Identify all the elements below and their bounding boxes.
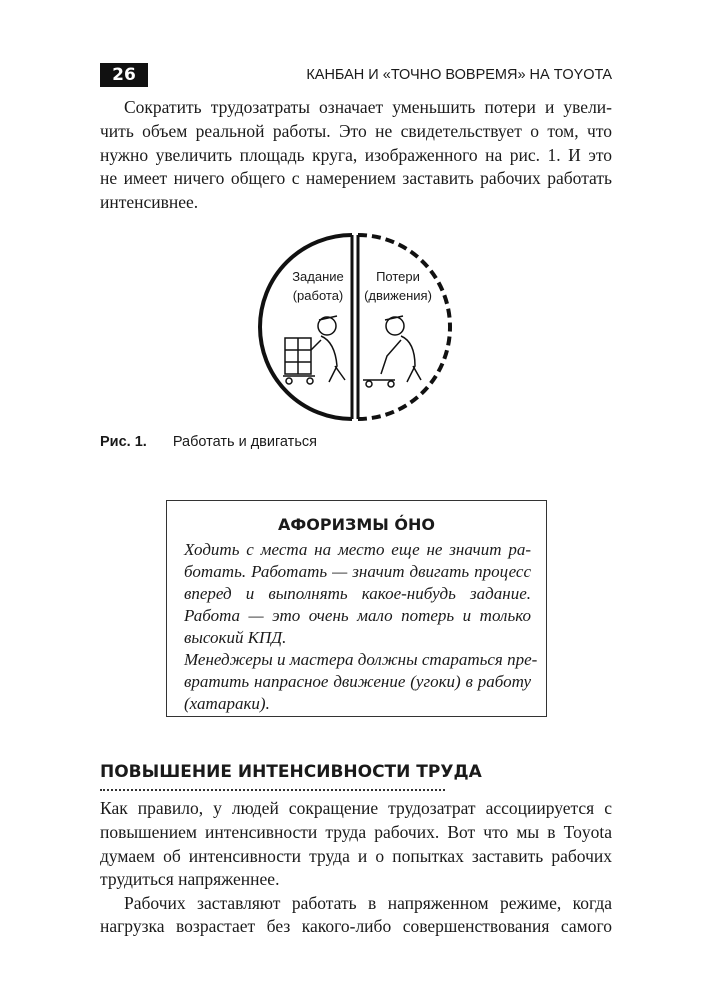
figure-caption xyxy=(100,434,317,450)
worker-pushing-cart-icon xyxy=(283,316,345,384)
caption-number: Рис. 1. xyxy=(100,434,147,450)
sidebar-line: Менеджеры и мастера должны стараться пре- xyxy=(184,650,538,669)
heading-dotted-rule xyxy=(100,789,445,791)
sidebar-line: высокий КПД. xyxy=(184,628,287,647)
figure-label-waste xyxy=(360,267,436,305)
body-line: Как правило, у людей сокращение трудозатрат ассоциируется с xyxy=(100,798,612,818)
sidebar-line: Ходить с места на место еще не значит ра- xyxy=(184,540,531,559)
page-number: 26 xyxy=(100,63,148,87)
body-line: не имеет ничего общего с намерением заставить рабочих работать xyxy=(100,168,612,188)
body-line: Рабочих заставляют работать в напряженном режиме, когда xyxy=(124,893,612,913)
section-heading: ПОВЫШЕНИЕ ИНТЕНСИВНОСТИ ТРУДА xyxy=(100,762,482,782)
label-line: (работа) xyxy=(292,288,344,303)
body-line: повышением интенсивности труда рабочих. Вот что мы в Toyota xyxy=(100,822,612,842)
caption-text: Работать и двигаться xyxy=(172,434,317,450)
body-line: трудиться напряженнее. xyxy=(100,869,280,889)
sidebar-line: (хатараки). xyxy=(184,694,270,713)
body-line: Сократить трудозатраты означает уменьшить потери и увели- xyxy=(124,97,612,117)
worker-walking-icon xyxy=(363,316,421,387)
sidebar-line: Работа — это очень мало потерь и только xyxy=(184,606,531,625)
sidebar-title: АФОРИЗМЫ ÓНО xyxy=(278,515,435,534)
body-line: нужно увеличить площадь круга, изображенного на рис. 1. И это xyxy=(100,145,612,165)
running-title: КАНБАН И «ТОЧНО ВОВРЕМЯ» НА TOYOTA xyxy=(306,67,612,83)
sidebar-line: ботать. Работать — значит двигать процесс xyxy=(184,562,531,581)
body-line: чить объем реальной работы. Это не свидетельствует о том, что xyxy=(100,121,612,141)
body-line: думаем об интенсивности труда и о попытках заставить рабочих xyxy=(100,846,612,866)
figure-label-work xyxy=(283,267,353,305)
label-line: (движения) xyxy=(364,288,432,303)
sidebar-line: вперед и выполнять какое-нибудь задание. xyxy=(184,584,531,603)
sidebar-line: вратить напрасное движение (угоки) в работу xyxy=(184,672,531,691)
figure-circle-illustration xyxy=(255,228,455,428)
aphorism-sidebar xyxy=(166,500,547,717)
body-line: нагрузка возрастает без какого-либо совершенствования самого xyxy=(100,916,612,936)
body-line: интенсивнее. xyxy=(100,192,199,212)
label-line: Задание xyxy=(292,269,344,284)
label-line: Потери xyxy=(376,269,420,284)
